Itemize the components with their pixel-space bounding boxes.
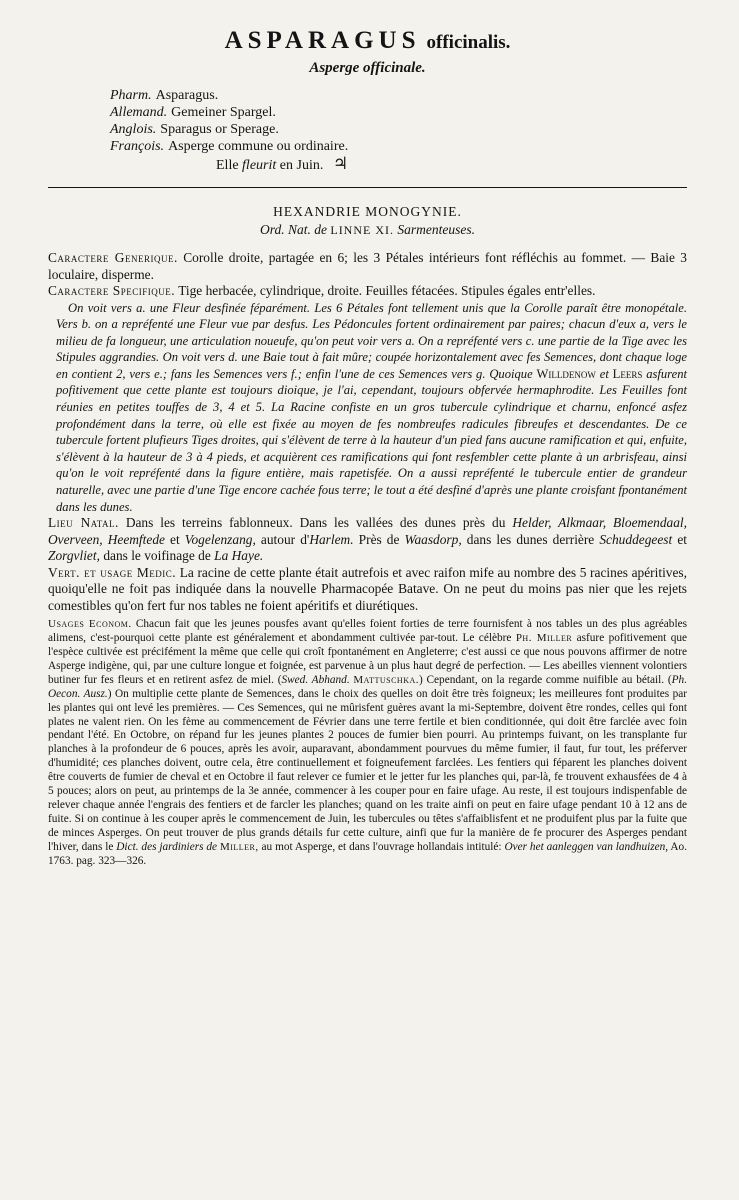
flowering-after: en Juin.: [279, 158, 324, 173]
habitat-text: dans le voifinage de: [103, 548, 211, 564]
page-title: [48, 22, 687, 58]
name-row: [110, 121, 687, 138]
section-text: Corolle droite, partagée en 6; les 3 Pétales intérieurs font réfléchis au fommet. — Baie 3 loculaire, disperme.: [48, 250, 687, 282]
common-name: Asperge officinale.: [309, 60, 426, 76]
language-label: Anglois.: [110, 122, 157, 137]
vernacular-name: Asperge commune ou ordinaire.: [168, 139, 349, 154]
linnaean-class: HEXANDRIE MONOGYNIE.: [273, 204, 462, 219]
habitat-text: et: [170, 531, 180, 547]
habitat-text: dans les dunes derrière: [466, 531, 595, 547]
author-name: Miller,: [219, 840, 259, 853]
vernacular-name: Gemeiner Spargel.: [171, 105, 276, 120]
specific-character: [48, 283, 687, 300]
place-name: Schuddegeest: [599, 531, 673, 547]
order-name: Sarmenteuses.: [397, 222, 476, 237]
language-label: Pharm.: [110, 88, 152, 103]
economic-text: asfure pofitivement que l'espèce cultivée est précifément la même que celle qui croît fpontanément en Angleterre; c'est aussi ce que nous pouvons affirmer de notre Asperge indigène, qui, par une culture longue et foignée, est parvenue à un plus haut degré de perfection. — Les abeilles viennent volontiers butiner fur fes fleurs et en retirent asfez de miel. (: [48, 632, 688, 686]
habitat-text: Près de: [358, 531, 400, 547]
language-label: Allemand.: [110, 105, 168, 120]
economic-text: ) On multiplie cette plante de Semences, dans le choix des quelles on doit être très foigneux; les meilleures font produites par les plantes qui ont levé les premières. — Ces Semences, qui ne mûrisfent guères avant la mi-Septembre, doivent être rondes, celles qui font plates ne valent rien. On les fème au commencement de Février dans une terre fertile et bien conditionnée, qui doit être farclée avec foin pendant l'été. En Octobre, on répand fur les jeunes plantes 2 pouces de fumier bien pourri. Au printemps fuivant, on les transplante fur planches à la profondeur de 6 pouces, après les avoir, auparavant, abondamment pourvues du même fumier, il faut, fur tout, les préferver d'humidité; ces planches doivent, outre cela, être continuellement et foigneufement farclées. Les fentiers qui féparent les planches doivent être couverts de fumier de cheval et en Octobre il faut relever ce fumier et le jetter fur les planches qui, par-là, fe trouvent exhausfées de 4 à 5 pouces; alors on peut, au printemps de la 3e année, commencer à les couper pour en faire ufage. Au reste, il est toujours indispenfable de relever chaque année l'engrais des fentiers et de farcler les planches; quand on les traite ainfi on peut en faire ufage pendant 10 à 12 ans de fuite. Si on continue à les couper après le commencement de Juin, les tubercules ou têtes s'affaiblisfent et ne produifent plus par la fuite que de minces Asperges. On peut trouver de plus grands détails fur cette culture, ainfi que fur la manière de fe procurer des Asperges pendant l'hiver, dans le: [48, 687, 688, 853]
place-name: Zorgvliet,: [48, 548, 100, 564]
description-text: asfurent pofitivement que cette plante est toujours dioique, je l'ai, cependant, toujours obfervée hermaphrodite. Les Feuilles font réunies en petites touffes de 3, 4 et 5. La Racine confiste en un gros tubercule cylindrique et charnu, enfoncé asfez profondément dans la terre, où elle est fixée au moyen de fes nombreufes radicules fibreufes et descendantes. De ce tubercule fortent plufieurs Tiges droites, qui s'élèvent de terre à la hauteur d'un pied fans aucune ramification et qui, enfuite, s'élèvent à la hauteur de 3 à 4 pieds, et acquièrent ces ramifications qui font resfembler cette plante à un arbrisfeau, ainsi qu'on le voit repréfenté dans la figure entière, mais rapetisfée. On a aussi repréfenté le tubercule entier de grandeur naturelle, avec une partie d'une Tige encore cachée fous terre; le tout a été desfiné d'après une plante croisfant fpontanément dans les dunes.: [56, 366, 688, 514]
habitat-text: Dans les terreins fablonneux. Dans les vallées des dunes près du: [125, 515, 506, 531]
section-label: Vert. et usage Medic.: [48, 564, 177, 580]
section-label: Caractere Specifique.: [48, 283, 176, 298]
place-name: Harlem.: [309, 531, 354, 547]
habitat-section: [48, 515, 687, 565]
economic-text: Chacun fait que les jeunes pousfes avant qu'elles foient forties de terre fournisfent à nos tables un des plus agréables alimens, c'est-pourquoi cette plante est généralement et abondamment cultivée par-tout. Le célèbre: [48, 618, 687, 645]
flowering-verb: fleurit: [242, 158, 277, 173]
author-name: Willdenow: [536, 366, 596, 381]
economic-text: Ao. 1763. pag. 323—326.: [48, 840, 688, 867]
section-label: Usages Econom.: [48, 618, 132, 631]
economic-use-section: [48, 618, 687, 868]
section-text: La racine de cette plante était autrefois et avec raifon mife au nombre des 5 racines apéritives, quoiqu'elle ne foit pas indiquée dans la nouvelle Pharmacopée Batave. On ne peut du moins pas nier que les rejets comestibles qu'on fert fur nos tables ne foient apéritifs et diurétiques.: [48, 564, 687, 613]
habitat-text: autour d': [260, 531, 310, 547]
generic-character: [48, 250, 687, 283]
language-label: François.: [110, 139, 165, 154]
section-text: Tige herbacée, cylindrique, droite. Feuilles fétacées. Stipules égales entr'elles.: [178, 283, 596, 298]
flowering-line: [216, 155, 687, 175]
economic-text: au mot Asperge, et dans l'ouvrage hollandais intitulé:: [261, 840, 502, 853]
name-row: [110, 104, 687, 121]
name-row: [110, 87, 687, 104]
reference: Swed. Abhand.: [281, 673, 350, 686]
name-row: [110, 138, 687, 155]
order-prefix: Ord. Nat. de: [259, 222, 327, 237]
author-name: Leers: [612, 366, 643, 381]
medical-use-section: [48, 565, 687, 615]
description-text: et: [599, 366, 609, 381]
divider: [48, 187, 687, 188]
place-name: La Haye.: [214, 548, 264, 564]
species-name: officinalis.: [426, 32, 511, 53]
flowering-before: Elle: [216, 158, 239, 173]
habitat-text: et: [677, 531, 687, 547]
section-label: Caractere Generique.: [48, 250, 178, 265]
author-name: Ph. Miller: [515, 632, 573, 645]
genus-name: ASPARAGUS: [224, 27, 421, 54]
place-name: Vogelenzang,: [184, 531, 256, 547]
natural-order: [48, 222, 687, 238]
section-label: Lieu Natal.: [48, 515, 119, 531]
reference: Dict. des jardiniers de: [116, 840, 218, 853]
economic-text: ) Cependant, on la regarde comme nuifible au bétail. (: [419, 673, 672, 686]
order-author: LINNE XI.: [330, 223, 395, 237]
place-name: Helder, Alkmaar, Bloemendaal, Overveen, Heemftede: [48, 515, 687, 547]
reference: Over het aanleggen van landhuizen,: [504, 840, 669, 853]
reference: Ph. Oecon. Ausz.: [48, 673, 688, 700]
vernacular-name: Sparagus or Sperage.: [160, 122, 279, 137]
description-text: On voit vers a. une Fleur desfinée féparément. Les 6 Pétales font tellement unis que la Corolle paraît être monopétale. Vers b. on a repréfenté une Fleur vue par desfus. Les Pédoncules fortent ordinairement par paires; chacun d'eux a, vers le milieu de fa longueur, une articulation noueufe, qu'on peut voir vers a. On a repréfenté vers c. une partie de la Tige avec les Stipules aggrandies. On voit vers d. une Baie tout à fait mûre; coupée horizontalement avec fes Semences, dont chaque loge en contient 2, vers e.; fans les Semences vers f.; enfin l'une de ces Semences vers g. Quoique: [56, 300, 687, 381]
perennial-symbol-icon: ♃: [332, 154, 349, 173]
author-name: Mattuschka.: [353, 673, 419, 686]
vernacular-name: Asparagus.: [155, 88, 219, 103]
vernacular-names: [110, 87, 687, 155]
place-name: Waasdorp,: [404, 531, 462, 547]
plate-description: [48, 300, 687, 516]
